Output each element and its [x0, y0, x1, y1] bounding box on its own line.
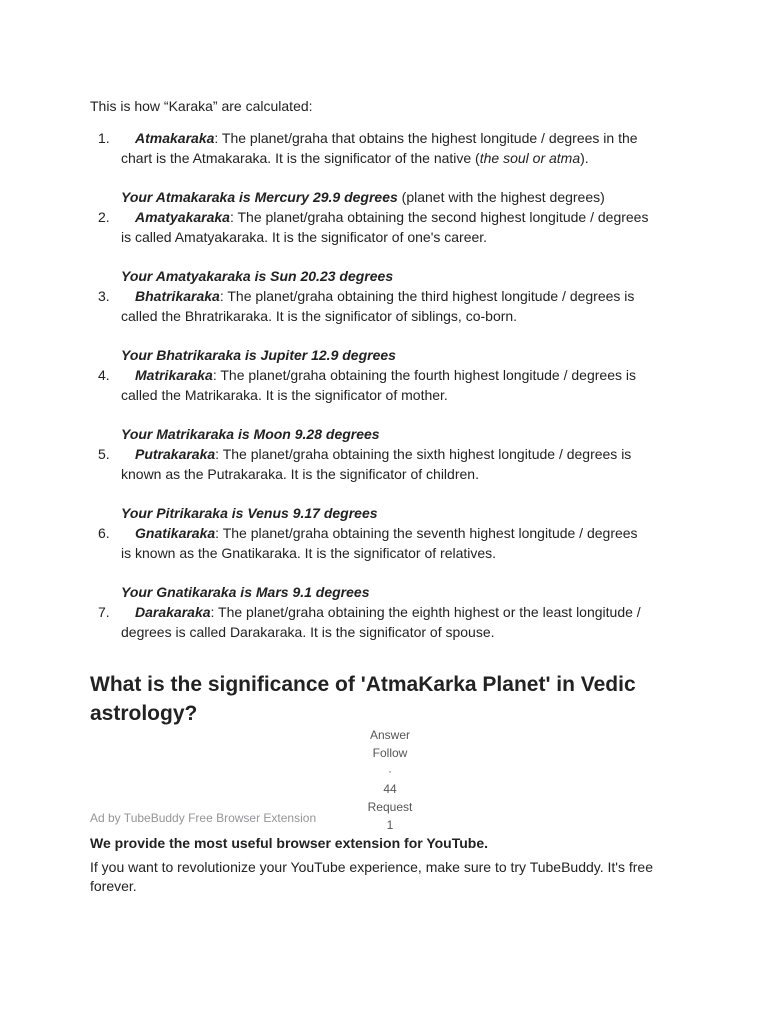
karaka-result: [121, 503, 650, 523]
list-item: [90, 365, 650, 444]
karaka-description: : The planet/graha obtaining the fourth highest longitude / degrees is called the Matrikaraka. It is the significator of mother.: [121, 367, 636, 403]
karaka-result-text: Your Atmakaraka is Mercury 29.9 degrees: [121, 189, 398, 205]
karaka-result-text: Your Bhatrikaraka is Jupiter 12.9 degrees: [121, 347, 396, 363]
karaka-description-end: ).: [580, 150, 589, 166]
list-item: [90, 444, 650, 523]
karaka-description: : The planet/graha obtaining the second highest longitude / degrees is called Amatyakaraka. It is the significator of one's career.: [121, 209, 649, 245]
karaka-description: : The planet/graha obtaining the third highest longitude / degrees is called the Bhratrikaraka. It is the significator of siblings, co-born.: [121, 288, 635, 324]
item-number: 5.: [98, 446, 110, 462]
karaka-term: Bhatrikaraka: [135, 288, 220, 304]
ad-attribution[interactable]: Ad by TubeBuddy Free Browser Extension: [90, 811, 317, 825]
karaka-result: [121, 345, 650, 365]
karaka-term: Putrakaraka: [135, 446, 216, 462]
karaka-result: [121, 582, 650, 602]
question-title[interactable]: What is the significance of 'AtmaKarka Planet' in Vedic astrology?: [90, 673, 636, 725]
karaka-result-text: Your Gnatikaraka is Mars 9.1 degrees: [121, 584, 370, 600]
follow-count: 44: [383, 782, 397, 796]
item-number: 1.: [98, 130, 110, 146]
karaka-result-text: Your Pitrikaraka is Venus 9.17 degrees: [121, 505, 378, 521]
list-item: [90, 207, 650, 286]
intro-text: This is how “Karaka” are calculated:: [90, 98, 313, 114]
karaka-term: Gnatikaraka: [135, 525, 216, 541]
separator-dot: ·: [388, 764, 392, 778]
item-number: 4.: [98, 367, 110, 383]
karaka-list: [90, 128, 650, 642]
karaka-term: Darakaraka: [135, 604, 211, 620]
ad-headline[interactable]: We provide the most useful browser extension for YouTube.: [90, 835, 489, 851]
list-item: [90, 286, 650, 365]
list-item: [90, 523, 650, 602]
request-count: 1: [386, 818, 394, 832]
karaka-term: Matrikaraka: [135, 367, 213, 383]
karaka-italic-note: the soul or atma: [479, 150, 581, 166]
list-item: [90, 602, 650, 642]
item-number: 7.: [98, 604, 110, 620]
karaka-result-text: Your Matrikaraka is Moon 9.28 degrees: [121, 426, 380, 442]
request-button[interactable]: Request: [367, 800, 413, 814]
karaka-description: : The planet/graha obtaining the eighth highest or the least longitude / degrees is called Darakaraka. It is the significator of spouse.: [121, 604, 641, 640]
question-actions: [310, 726, 470, 834]
karaka-result: [121, 424, 650, 444]
follow-button[interactable]: Follow: [372, 746, 408, 760]
karaka-description: : The planet/graha obtaining the seventh highest longitude / degrees is known as the Gnatikaraka. It is the significator of relatives.: [121, 525, 638, 561]
answer-button[interactable]: Answer: [369, 728, 410, 742]
karaka-description: : The planet/graha obtaining the sixth highest longitude / degrees is known as the Putrakaraka. It is the significator of children.: [121, 446, 632, 482]
item-number: 6.: [98, 525, 110, 541]
karaka-description: : The planet/graha that obtains the highest longitude / degrees in the chart is the Atmakaraka. It is the significator of the native (: [121, 130, 638, 166]
karaka-result: [121, 187, 650, 207]
karaka-result-text: Your Amatyakaraka is Sun 20.23 degrees: [121, 268, 394, 284]
karaka-result: [121, 266, 650, 286]
ad-body: If you want to revolutionize your YouTube experience, make sure to try TubeBuddy. It's free forever.: [90, 859, 653, 894]
item-number: 3.: [98, 288, 110, 304]
karaka-term: Amatyakaraka: [135, 209, 230, 225]
karaka-result-note: (planet with the highest degrees): [397, 189, 605, 205]
list-item: [90, 128, 650, 207]
item-number: 2.: [98, 209, 110, 225]
karaka-term: Atmakaraka: [135, 130, 215, 146]
